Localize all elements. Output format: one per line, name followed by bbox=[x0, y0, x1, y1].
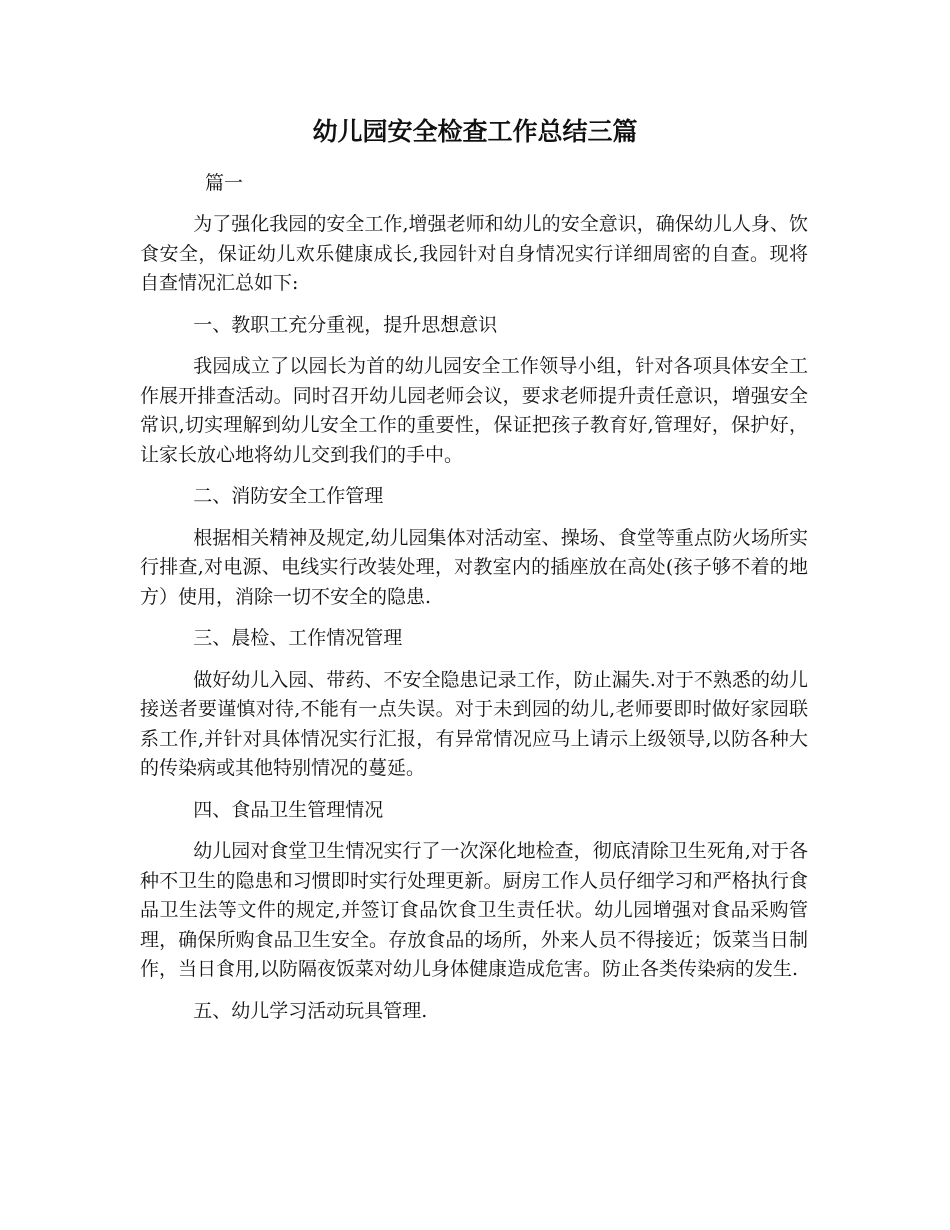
intro-paragraph: 为了强化我园的安全工作,增强老师和幼儿的安全意识，确保幼儿人身、饮食安全，保证幼儿欢乐健康成长,我园针对自身情况实行详细周密的自查。现将自查情况汇总如下: bbox=[140, 213, 808, 294]
section-paragraph-3: 做好幼儿入园、带药、不安全隐患记录工作，防止漏失.对于不熟悉的幼儿接送者要谨慎对待,不能有一点失误。对于未到园的幼儿,老师要即时做好家园联系工作,并针对具体情况实行汇报，有异常情况应马上请示上级领导,以防各种大的传染病或其他特别情况的蔓延。 bbox=[140, 668, 808, 779]
section-paragraph-4: 幼儿园对食堂卫生情况实行了一次深化地检查，彻底清除卫生死角,对于各种不卫生的隐患和习惯即时实行处理更新。厨房工作人员仔细学习和严格执行食品卫生法等文件的规定,并签订食品饮食卫生责任状。幼儿园增强对食品采购管理，确保所购食品卫生安全。存放食品的场所，外来人员不得接近；饭菜当日制作，当日食用,以防隔夜饭菜对幼儿身体健康造成危害。防止各类传染病的发生. bbox=[140, 840, 808, 980]
document-body bbox=[140, 210, 808, 1038]
document-title: 幼儿园安全检查工作总结三篇 bbox=[312, 117, 638, 146]
part-label: 篇一 bbox=[205, 172, 244, 194]
section-paragraph-1: 我园成立了以园长为首的幼儿园安全工作领导小组，针对各项具体安全工作展开排查活动。同时召开幼儿园老师会议，要求老师提升责任意识，增强安全常识,切实理解到幼儿安全工作的重要性，保证把孩子教育好,管理好，保护好，让家长放心地将幼儿交到我们的手中。 bbox=[140, 355, 808, 466]
section-paragraph-2: 根据相关精神及规定,幼儿园集体对活动室、操场、食堂等重点防火场所实行排查,对电源、电线实行改装处理，对教室内的插座放在高处(孩子够不着的地方）使用，消除一切不安全的隐患. bbox=[140, 526, 808, 608]
section-heading-1: 一、教职工充分重视，提升思想意识 bbox=[193, 313, 498, 336]
section-heading-5: 五、幼儿学习活动玩具管理. bbox=[193, 999, 428, 1022]
section-heading-4: 四、食品卫生管理情况 bbox=[193, 798, 384, 821]
section-heading-2: 二、消防安全工作管理 bbox=[193, 485, 384, 507]
section-heading-3: 三、晨检、工作情况管理 bbox=[193, 627, 403, 649]
